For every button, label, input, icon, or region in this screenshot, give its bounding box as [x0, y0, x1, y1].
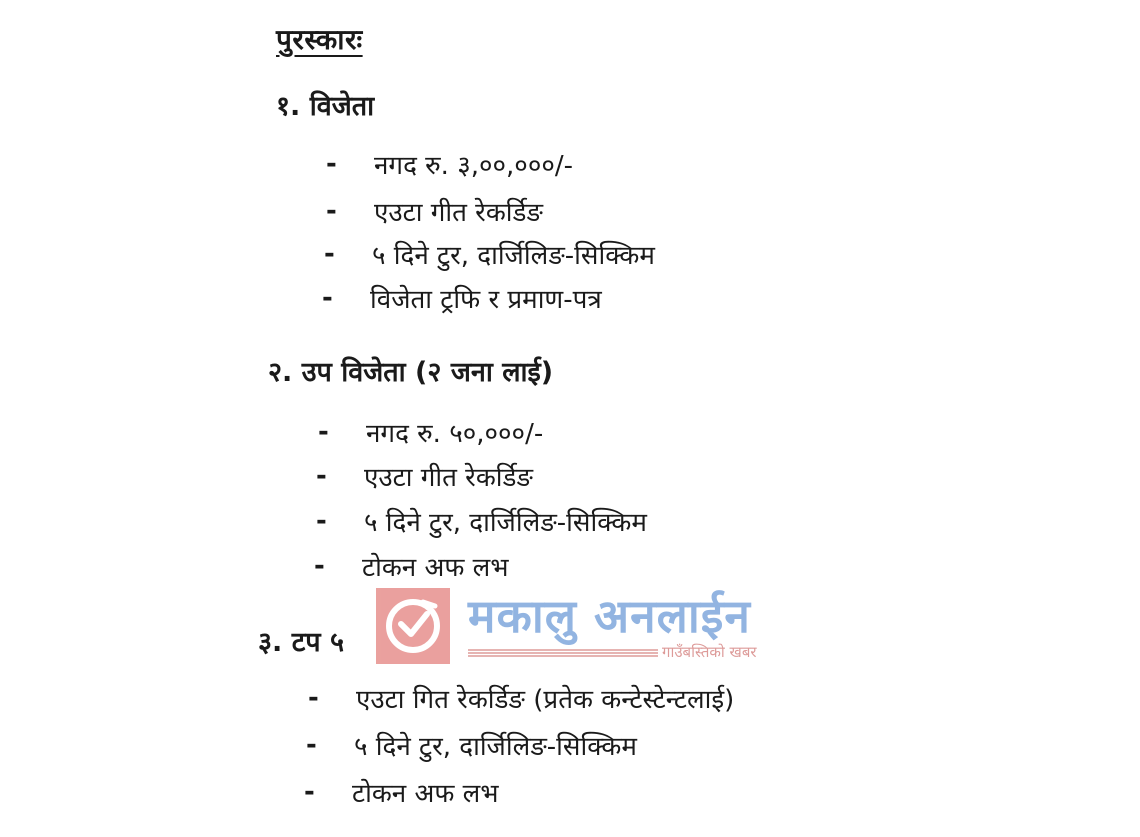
list-item — [324, 236, 655, 272]
list-item-text: एउटा गीत रेकर्डिङ — [364, 463, 533, 493]
bullet-dash: - — [318, 417, 329, 447]
bullet-dash: - — [326, 149, 337, 179]
bullet-dash: - — [316, 506, 327, 536]
watermark-name: मकालु अनलाईन — [468, 589, 751, 643]
list-item-text: एउटा गित रेकर्डिङ (प्रतेक कन्टेस्टेन्टलाई) — [356, 685, 735, 715]
list-item — [318, 414, 543, 450]
list-item — [316, 503, 647, 539]
bullet-dash: - — [324, 239, 335, 269]
list-item-text: नगद रु. ५०,०००/- — [366, 419, 544, 449]
list-item — [314, 548, 509, 584]
bullet-dash: - — [314, 551, 325, 581]
list-item-text: ५ दिने टुर, दार्जिलिङ-सिक्किम — [364, 508, 647, 538]
list-item-text: एउटा गीत रेकर्डिङ — [374, 198, 543, 228]
list-item-text: टोकन अफ लभ — [362, 553, 509, 583]
list-item — [308, 680, 734, 716]
list-item — [322, 280, 602, 316]
list-item — [306, 727, 637, 763]
clock-check-logo-icon — [383, 596, 443, 656]
bullet-dash: - — [322, 283, 333, 313]
watermark — [376, 588, 786, 668]
list-item-text: विजेता ट्रफि र प्रमाण-पत्र — [370, 285, 602, 315]
document-title: पुरस्कारः — [276, 23, 363, 56]
list-item — [304, 774, 499, 810]
bullet-dash: - — [326, 196, 337, 226]
section-heading-winner: १. विजेता — [276, 91, 375, 122]
section-heading-runner-up: २. उप विजेता (२ जना लाई) — [268, 357, 554, 388]
watermark-logo — [376, 588, 450, 664]
list-item — [326, 146, 573, 182]
bullet-dash: - — [306, 730, 317, 760]
bullet-dash: - — [308, 683, 319, 713]
list-item-text: टोकन अफ लभ — [352, 779, 499, 809]
list-item-text: ५ दिने टुर, दार्जिलिङ-सिक्किम — [372, 241, 655, 271]
list-item — [316, 458, 533, 494]
list-item-text: नगद रु. ३,००,०००/- — [374, 151, 574, 181]
section-heading-top-five: ३. टप ५ — [258, 627, 345, 658]
watermark-lines-icon — [468, 648, 658, 658]
list-item-text: ५ दिने टुर, दार्जिलिङ-सिक्किम — [354, 732, 637, 762]
watermark-tagline: गाउँबस्तिको खबर — [662, 643, 757, 661]
list-item — [326, 193, 543, 229]
bullet-dash: - — [316, 461, 327, 491]
bullet-dash: - — [304, 777, 315, 807]
